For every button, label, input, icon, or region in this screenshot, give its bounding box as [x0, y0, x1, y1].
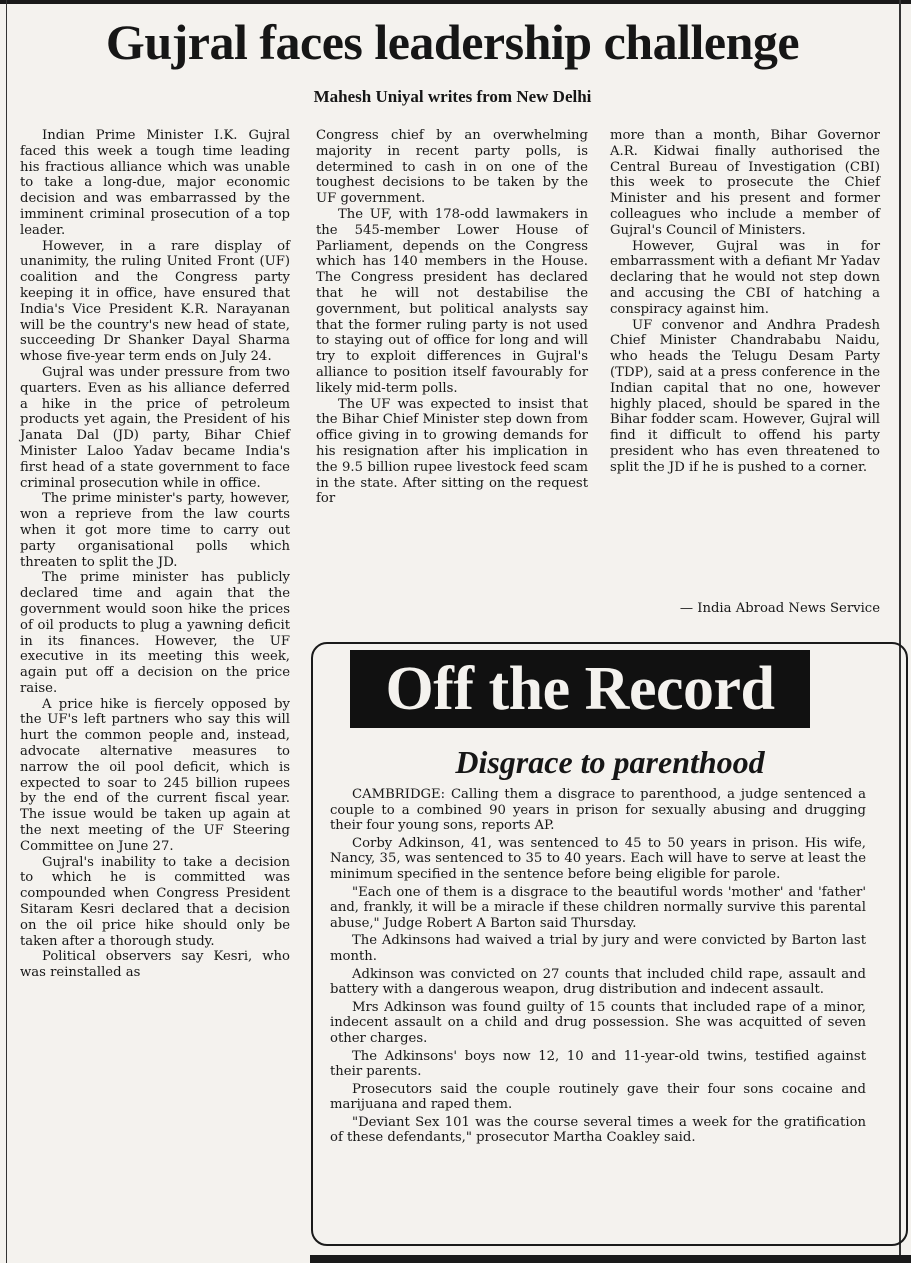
paragraph: The Adkinsons' boys now 12, 10 and 11-year-old twins, testified against their parents. — [330, 1048, 866, 1080]
story-title: Disgrace to parenthood — [455, 744, 765, 780]
paragraph: CAMBRIDGE: Calling them a disgrace to parenthood, a judge sentenced a couple to a combined 90 years in prison for sexually abusing and drugging their four young sons, reports AP. — [330, 787, 866, 834]
article-byline: Mahesh Uniyal writes from New Delhi — [313, 87, 592, 106]
paragraph: Political observers say Kesri, who was reinstalled as — [20, 949, 290, 981]
paragraph: A price hike is fiercely opposed by the UF's left partners who say this will hurt the common people and, instead, advocate alternative measures to narrow the oil pool deficit, which is expected to soar to 245 billion rupees by the end of the current fiscal year. The issue would be taken up again at the next meeting of the UF Steering Committee on June 27. — [20, 696, 290, 854]
paragraph: Gujral's inability to take a decision to which he is committed was compounded when Congress President Sitaram Kesri declared that a decision on the oil price hike should only be taken after a thorough study. — [20, 854, 290, 949]
paragraph: Gujral was under pressure from two quarters. Even as his alliance deferred a hike in the price of petroleum products yet again, the President of his Janata Dal (JD) party, Bihar Chief Minister Laloo Yadav became India's first head of a state government to face criminal prosecution while in office. — [20, 364, 290, 491]
off-the-record-story — [330, 787, 866, 1148]
paragraph: However, Gujral was in for embarrassment with a defiant Mr Yadav declaring that he would not step down and accusing the CBI of hatching a conspiracy against him. — [610, 238, 880, 317]
paragraph: Mrs Adkinson was found guilty of 15 counts that included rape of a minor, indecent assault on a child and drug possession. She was acquitted of seven other charges. — [330, 999, 866, 1046]
paragraph: "Each one of them is a disgrace to the beautiful words 'mother' and 'father' and, frankly, it will be a miracle if these children normally survive this parental abuse," Judge Robert A Barton said Thursday. — [330, 884, 866, 931]
paragraph: The UF, with 178-odd lawmakers in the 545-member Lower House of Parliament, depends on the Congress which has 140 members in the House. The Congress president has declared that he will not destabilise the government, but political analysts say that the former ruling party is not used to staying out of office for long and will try to exploit differences in Gujral's alliance to position itself favourably for likely mid-term polls. — [316, 206, 588, 396]
paragraph: "Deviant Sex 101 was the course several times a week for the gratification of these defendants," prosecutor Martha Coakley said. — [330, 1114, 866, 1146]
bottom-rule — [310, 1255, 911, 1263]
paragraph: The UF was expected to insist that the Bihar Chief Minister step down from office giving in to growing demands for his resignation after his implication in the 9.5 billion rupee livestock feed scam in the state. After sitting on the request for — [316, 396, 588, 507]
off-the-record-banner: Off the Record — [350, 650, 810, 728]
paragraph: The prime minister has publicly declared time and again that the government would soon hike the prices of oil products to plug a yawning deficit in its finances. However, the UF executive in its meeting this week, again put off a decision on the price raise. — [20, 570, 290, 696]
paragraph: Prosecutors said the couple routinely gave their four sons cocaine and marijuana and raped them. — [330, 1081, 866, 1113]
article-column-2 — [316, 128, 588, 507]
left-column-rule — [6, 0, 7, 1263]
paragraph: more than a month, Bihar Governor A.R. Kidwai finally authorised the Central Bureau of Investigation (CBI) this week to prosecute the Chief Minister and his present and former colleagues who include a member of Gujral's Council of Ministers. — [610, 128, 880, 238]
paragraph: The Adkinsons had waived a trial by jury and were convicted by Barton last month. — [330, 933, 866, 964]
paragraph: However, in a rare display of unanimity, the ruling United Front (UF) coalition and the Congress party keeping it in office, have ensured that India's Vice President K.R. Narayanan will be the country's new head of state, succeeding Dr Shanker Dayal Sharma whose five-year term ends on July 24. — [20, 238, 290, 365]
article-column-1 — [20, 128, 290, 981]
paragraph: Congress chief by an overwhelming majority in recent party polls, is determined to cash in on one of the toughest decisions to be taken by the UF government. — [316, 128, 588, 207]
paragraph: The prime minister's party, however, won a reprieve from the law courts when it got more time to carry out party organisational polls which threaten to split the JD. — [20, 491, 290, 570]
article-headline: Gujral faces leadership challenge — [105, 14, 800, 70]
top-rule — [0, 0, 911, 4]
paragraph: Corby Adkinson, 41, was sentenced to 45 to 50 years in prison. His wife, Nancy, 35, was sentenced to 35 to 40 years. Each will have to serve at least the minimum specified in the sentence before being eligible for parole. — [330, 835, 866, 882]
paragraph: Adkinson was convicted on 27 counts that included child rape, assault and battery with a dangerous weapon, drug distribution and indecent assault. — [330, 966, 866, 998]
news-service-credit: — India Abroad News Service — [679, 601, 880, 616]
paragraph: Indian Prime Minister I.K. Gujral faced this week a tough time leading his fractious alliance which was unable to take a long-due, major economic decision and was embarrassed by the imminent criminal prosecution of a top leader. — [20, 128, 290, 238]
article-column-3 — [610, 128, 880, 476]
paragraph: UF convenor and Andhra Pradesh Chief Minister Chandrababu Naidu, who heads the Telugu Desam Party (TDP), said at a press conference in the Indian capital that no one, however highly placed, should be spared in the Bihar fodder scam. However, Gujral will find it difficult to offend his party president who has even threatened to split the JD if he is pushed to a corner. — [610, 317, 880, 475]
